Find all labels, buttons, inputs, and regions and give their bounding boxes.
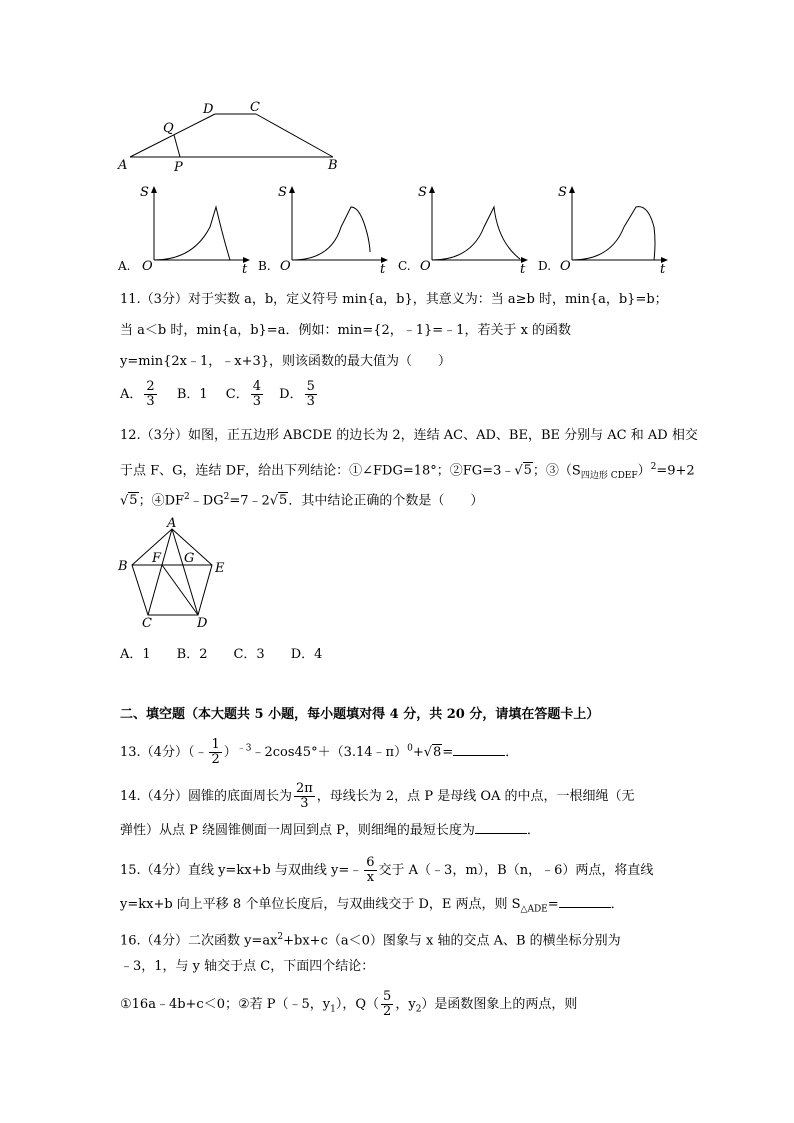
graph-option-a-label: A. <box>118 259 131 273</box>
svg-text:t: t <box>380 262 386 274</box>
q11-opt-d-frac: $\frac{5}{3}$ <box>306 379 315 409</box>
q16-line3: ①16a﹣4b+c＜0；②若 P（﹣5，$y_1$），Q（ $\frac{5}{2}$ ，$y_2$）是函数图象上的两点，则 <box>120 989 578 1019</box>
q14-line1: 14.（4分）圆锥的底面周长为 $\frac{2\pi}{3}$ ，母线长为 2，点 P 是母线 OA 的中点，一根细绳（无 <box>120 781 635 811</box>
svg-text:t: t <box>520 262 526 274</box>
svg-text:E: E <box>215 561 225 576</box>
graph-d <box>556 182 671 274</box>
q12-options: A．1 B．2 C．3 D．4 <box>120 647 323 662</box>
svg-text:t: t <box>242 262 248 274</box>
q11-opt-c-frac: $\frac{4}{3}$ <box>252 379 262 409</box>
pentagon-figure <box>112 515 237 630</box>
graph-options <box>118 182 678 277</box>
q13-line: 13.（4分）（﹣ $\frac{1}{2}$ ）$^{﹣3}$﹣2cos45°＋（3.14﹣π）$^0$+√8= ． <box>120 737 519 767</box>
q14-line2: 弹性）从点 P 绕圆锥侧面一周回到点 P，则细绳的最短长度为 ． <box>120 823 540 838</box>
svg-text:O: O <box>420 259 431 274</box>
svg-text:S: S <box>140 185 149 200</box>
q15-answer-blank[interactable] <box>559 895 611 908</box>
svg-text:O: O <box>280 259 291 274</box>
q11-options: A． $\frac{2}{3}$ B．1 C． $\frac{4}{3}$ D． $\frac{5}{3}$ <box>120 379 315 409</box>
q13-answer-blank[interactable] <box>453 743 505 756</box>
graph-c <box>416 182 531 274</box>
svg-text:S: S <box>558 185 567 200</box>
section2-heading: 二、填空题（本大题共 5 小题，每小题填对得 4 分，共 20 分，请填在答题卡上） <box>120 707 600 722</box>
q16-line1: 16.（4分）二次函数 $y=ax^2+bx+c(a<0)$图象与 x 轴的交点 A、B 的横坐标分别为 <box>120 932 621 949</box>
q11-line1: 11.（3分）对于实数 a，b，定义符号 min{a，b}，其意义为：当 a≥b 时，min{a，b}=b； <box>120 292 668 307</box>
graph-option-d-label: D. <box>538 259 552 273</box>
svg-text:B: B <box>118 559 128 574</box>
graph-b <box>276 182 391 274</box>
svg-text:D: D <box>197 616 208 630</box>
q11-line3: y=min{2x﹣1，﹣x+3}，则该函数的最大值为（ ） <box>120 354 452 369</box>
trap-label-q: Q <box>163 121 174 136</box>
q12-line1: 12.（3分）如图，正五边形 ABCDE 的边长为 2，连结 AC、AD、BE，BE 分别与 AC 和 AD 相交 <box>120 428 698 443</box>
trap-label-p: P <box>174 160 183 175</box>
svg-text:C: C <box>142 616 152 630</box>
graph-a <box>138 182 253 274</box>
trap-label-b: B <box>328 158 338 173</box>
q12-line3: √5；$④DF^2﹣DG^2=7﹣2√5$．其中结论正确的个数是（ ） <box>120 492 484 509</box>
q15-line2: y=kx+b 向上平移 8 个单位长度后，与双曲线交于 D，E 两点，则 $S_{\triangle ADE}=$ ． <box>120 897 624 915</box>
svg-text:S: S <box>278 185 287 200</box>
graph-option-c-label: C. <box>398 259 411 273</box>
trap-label-c: C <box>250 100 260 115</box>
trap-label-a: A <box>118 158 128 173</box>
trap-label-d: D <box>203 102 214 117</box>
q11-line2: 当 a＜b 时，min{a，b}=a．例如：min={2，﹣1}=﹣1，若关于 x 的函数 <box>120 323 572 338</box>
svg-text:F: F <box>152 551 162 566</box>
svg-text:A: A <box>167 516 177 531</box>
svg-text:O: O <box>142 259 153 274</box>
q14-answer-blank[interactable] <box>475 821 527 834</box>
q11-opt-a-frac: $\frac{2}{3}$ <box>146 379 155 409</box>
q12-line2: 于点 F、G，连结 DF，给出下列结论：①∠FDG=18°；②FG=3﹣√5；$③(S_{四边形 CDEF})^2=9+2$ <box>120 462 695 481</box>
q15-line1: 15.（4分）直线 y=kx+b 与双曲线 y=﹣ $\frac{6}{x}$ 交于 A（﹣3，m），B（n，﹣6）两点，将直线 <box>120 855 654 885</box>
svg-text:O: O <box>560 259 571 274</box>
svg-text:t: t <box>660 262 666 274</box>
trapezoid-figure <box>110 95 350 180</box>
q16-line2: ﹣3，1，与 y 轴交于点 C，下面四个结论： <box>120 959 375 974</box>
svg-text:S: S <box>418 185 427 200</box>
graph-option-b-label: B. <box>258 259 271 273</box>
svg-text:G: G <box>184 551 195 566</box>
